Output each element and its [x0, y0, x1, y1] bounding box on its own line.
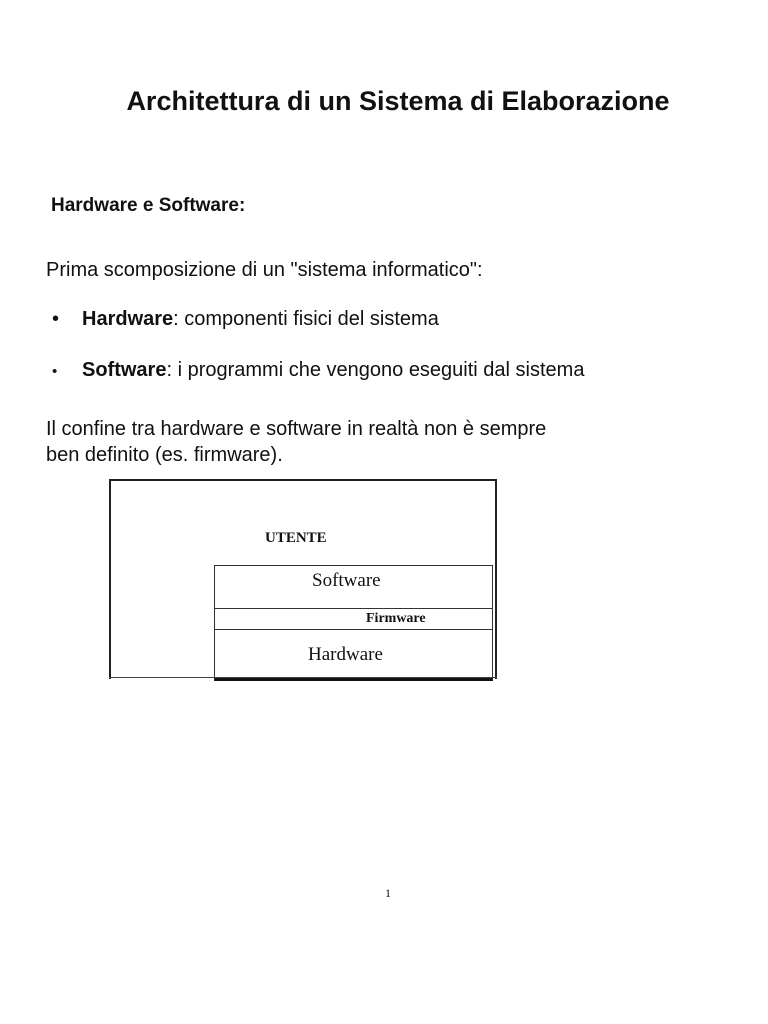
- diagram-outer-border-left: [109, 479, 111, 679]
- diagram-hardware-label: Hardware: [308, 644, 383, 665]
- bullet-description: : i programmi che vengono eseguiti dal sistema: [166, 359, 585, 381]
- bullet-term: Software: [82, 359, 167, 381]
- page-number: 1: [385, 886, 391, 900]
- bullet-description: : componenti fisici del sistema: [173, 308, 439, 330]
- intro-text: Prima scomposizione di un "sistema informatico":: [46, 259, 483, 281]
- bullet-term: Hardware: [82, 308, 174, 330]
- body-paragraph: [46, 416, 546, 468]
- diagram-divider-software-firmware: [214, 608, 493, 609]
- bullet-marker: •: [52, 308, 60, 330]
- page-title: Architettura di un Sistema di Elaborazione: [126, 86, 670, 116]
- bullet-text: [82, 308, 439, 331]
- layer-diagram: [109, 479, 498, 680]
- paragraph-line: Il confine tra hardware e software in realtà non è sempre: [46, 418, 547, 440]
- section-heading: Hardware e Software:: [51, 195, 246, 216]
- diagram-divider-firmware-hardware: [214, 629, 493, 630]
- diagram-user-label: UTENTE: [265, 530, 327, 546]
- diagram-software-label: Software: [312, 570, 381, 591]
- bullet-marker: •: [52, 363, 58, 380]
- diagram-firmware-label: Firmware: [366, 611, 426, 626]
- diagram-outer-border-right: [495, 479, 497, 679]
- diagram-outer-border-top: [109, 479, 497, 481]
- paragraph-line: ben definito (es. firmware).: [46, 444, 283, 466]
- bullet-text: [82, 359, 584, 382]
